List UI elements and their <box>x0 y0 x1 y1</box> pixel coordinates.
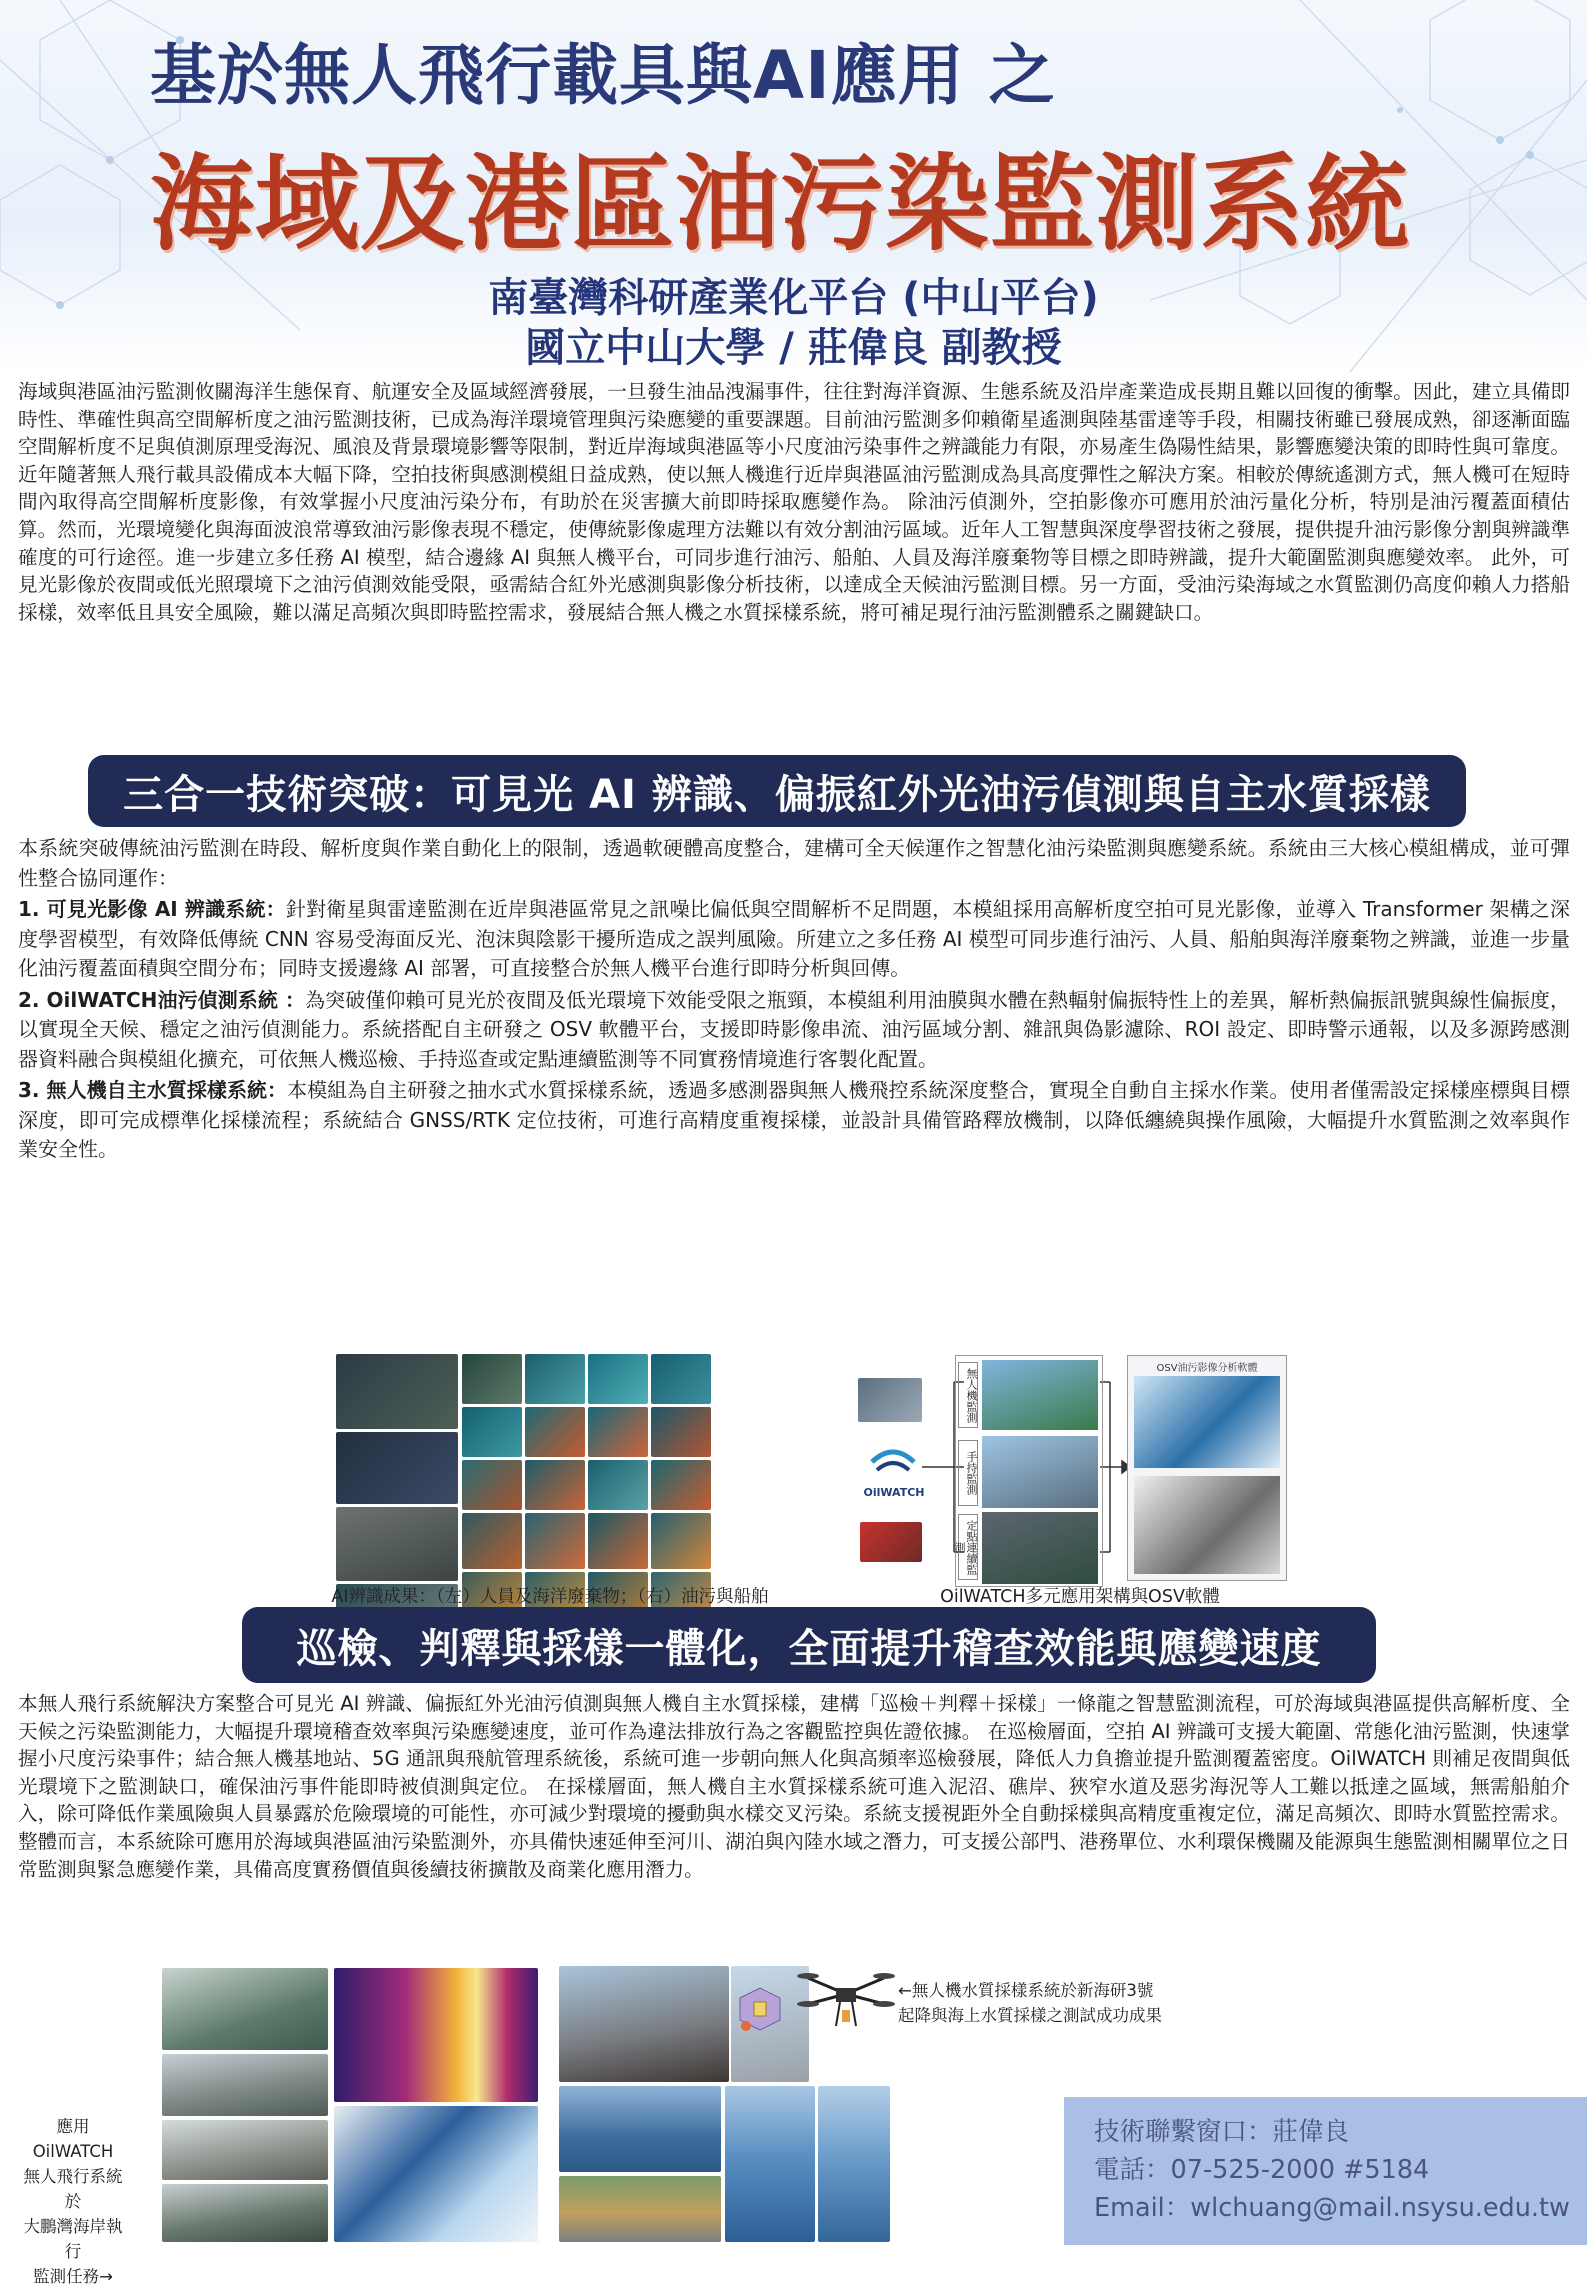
coastline-photo <box>162 2120 328 2180</box>
drone-3d-model <box>796 1960 896 2038</box>
oilwatch-figure-caption: OilWATCH多元應用架構與OSV軟體 <box>940 1587 1220 1607</box>
drone-photo <box>336 1432 458 1504</box>
section2-body: 本無人飛行系統解決方案整合可見光 AI 辨識、偏振紅外光油污偵測與無人機自主水質採樣，建構「巡檢＋判釋＋採樣」一條龍之智慧監測流程，可於海域與港區提供高解析度、全天候之污染監測能力，大幅提升環境稽查效率與污染應變速度，並可作為違法排放行為之客觀監控與佐證依據。 在巡檢層面，空拍 AI 辨識可支援大範圍、常態化油污監測，快速掌握小尺度污染事件；結合無人機基地站、5G 通訊與飛航管理系統後，系統可進一步朝向無人化與高頻率巡檢發展，降低人力負擔並提升監測覆蓋密度。OilWATCH 則補足夜間與低光環境下之監測缺口，確保油污事件能即時被偵測與定位。 在採樣層面，無人機自主水質採樣系統可進入泥沼、礁岸、狹窄水道及惡劣海況等人工難以抵達之區域，無需船舶介入，除可降低作業風險與人員暴露於危險環境的可能性，亦可減少對環境的擾動與水樣交叉污染。系統支援視距外全自動採樣與高精度重複定位，滿足高頻次、即時水質監控需求。整體而言，本系統除可應用於海域與港區油污染監測外，亦具備快速延伸至河川、湖泊與內陸水域之潛力，可支援公部門、港務單位、水利環保機關及能源與生態監測相關單位之日常監測與緊急應變作業，具備高度實務價值與後續技術擴散及商業化應用潛力。 <box>18 1692 1570 1881</box>
section1-banner: 三合一技術突破：可見光 AI 辨識、偏振紅外光油污偵測與自主水質採樣 <box>88 755 1466 827</box>
drone-photo <box>651 1513 711 1569</box>
drone-photo <box>462 1513 522 1569</box>
intro-paragraph: 海域與港區油污監測攸關海洋生態保育、航運安全及區域經濟發展，一旦發生油品洩漏事件，往往對海洋資源、生態系統及沿岸產業造成長期且難以回復的衝擊。因此，建立具備即時性、準確性與高空間解析度之油污監測技術，已成為海洋環境管理與污染應變的重要課題。目前油污監測多仰賴衛星遙測與陸基雷達等手段，相關技術雖已發展成熟，卻逐漸面臨空間解析度不足與偵測原理受海況、風浪及背景環境影響等限制，對近岸海域與港區等小尺度油污染事件之辨識能力有限，亦易產生偽陽性結果，影響應變決策的即時性與可靠度。 近年隨著無人飛行載具設備成本大幅下降，空拍技術與感測模組日益成熟，使以無人機進行近岸與港區油污監測成為具高度彈性之解決方案。相較於傳統遙測方式，無人機可在短時間內取得高空間解析度影像，有效掌握小尺度油污染分布，有助於在災害擴大前即時採取應變作為。 除油污偵測外，空拍影像亦可應用於油污量化分析，特別是油污覆蓋面積估算。然而，光環境變化與海面波浪常導致油污影像表現不穩定，使傳統影像處理方法難以有效分割油污區域。近年人工智慧與深度學習技術之發展，提供提升油污影像分割與辨識準確度的可行途徑。進一步建立多任務 AI 模型，結合邊緣 AI 與無人機平台，可同步進行油污、船舶、人員及海洋廢棄物等目標之即時辨識，提升大範圍監測與應變效率。 此外，可見光影像於夜間或低光照環境下之油污偵測效能受限，亟需結合紅外光感測與影像分析技術，以達成全天候油污監測目標。另一方面，受油污染海域之水質監測仍高度仰賴人力搭船採樣，效率低且具安全風險，難以滿足高頻次與即時監控需求，發展結合無人機之水質採樣系統，將可補足現行油污監測體系之關鍵缺口。 <box>18 380 1570 624</box>
mode-label-fixed: 定點連續監測 <box>958 1514 978 1580</box>
sea-sampling-photo <box>559 2086 721 2172</box>
mode-label-handheld: 手持監測 <box>958 1440 978 1506</box>
drone-photo <box>588 1407 648 1457</box>
drone-photo <box>651 1460 711 1510</box>
oil-segmentation-screenshot <box>334 2106 538 2242</box>
module-item-3 <box>18 1076 1570 1165</box>
drone-photo <box>462 1407 522 1457</box>
contact-email[interactable]: Email：wlchuang@mail.nsysu.edu.tw <box>1094 2193 1570 2223</box>
oilwatch-logo-text: OilWATCH <box>863 1486 925 1499</box>
drone-photo <box>336 1507 458 1581</box>
contact-box <box>1064 2097 1587 2245</box>
left-note-line: 應用OilWATCH <box>32 2117 114 2161</box>
module-item-1-head: 1. 可見光影像 AI 辨識系統： <box>18 897 286 921</box>
affiliation-line-2: 國立中山大學 / 莊偉良 副教授 <box>525 325 1062 371</box>
drone-monitoring-photo <box>982 1360 1098 1430</box>
drone-photo <box>588 1354 648 1404</box>
section2-banner: 巡檢、判釋與採樣一體化，全面提升稽查效能與應變速度 <box>242 1607 1376 1683</box>
title-line-2: 海域及港區油污染監測系統 <box>150 143 1411 265</box>
hexacopter-icon <box>796 1960 896 2038</box>
osv-software-panel <box>1127 1355 1287 1581</box>
module-item-2-head: 2. OilWATCH油污偵測系統 ： <box>18 987 306 1012</box>
bottom-right-note <box>898 1978 1198 2028</box>
deployment-modes-panel <box>955 1355 1103 1587</box>
module-item-1 <box>18 895 1570 984</box>
sky-drone-photo <box>725 2086 815 2242</box>
ship-deck-photo <box>559 2176 721 2242</box>
drone-photo <box>462 1354 522 1404</box>
osv-screenshot-bottom <box>1134 1476 1280 1574</box>
drone-photo <box>525 1354 585 1404</box>
drone-photo <box>525 1460 585 1510</box>
module-item-1-body: 針對衛星與雷達監測在近岸與港區常見之訊噪比偏低與空間解析不足問題，本模組採用高解析度空拍可見光影像，並導入 Transformer 架構之深度學習模型，有效降低傳統 CNN 容易受海面反光、泡沫與陰影干擾所造成之誤判風險。所建立之多任務 AI 模型可同步進行油污、人員、船舶與海洋廢棄物之辨識，並進一步量化油污覆蓋面積與空間分布；同時支援邊緣 AI 部署，可直接整合於無人機平台進行即時分析與回傳。 <box>18 897 1570 980</box>
mode-label-drone: 無人機監測 <box>958 1362 978 1428</box>
coastline-aerial-photo <box>162 2184 328 2242</box>
team-photo <box>559 1966 729 2082</box>
drone-on-beach-photo <box>162 2054 328 2116</box>
sea-drone-photo <box>818 2086 890 2242</box>
module-item-2-body: 為突破僅仰賴可見光於夜間及低光環境下效能受限之瓶頸，本模組利用油膜與水體在熱輻射偏振特性上的差異，解析熱偏振訊號與線性偏振度，以實現全天候、穩定之油污偵測能力。系統搭配自主研發之 OSV 軟體平台，支援即時影像串流、油污區域分割、雜訊與偽影濾除、ROI 設定、即時警示通報，以及多源跨感測器資料融合與模組化擴充，可依無人機巡檢、手持巡查或定點連續監測等不同實務情境進行客製化配置。 <box>18 987 1570 1071</box>
drone-photo <box>588 1513 648 1569</box>
drone-photo <box>588 1460 648 1510</box>
handheld-device-photo <box>860 1522 922 1562</box>
left-note-line: 監測任務→ <box>33 2267 113 2286</box>
osv-screenshot-top <box>1134 1376 1280 1468</box>
bottom-left-note <box>18 2114 128 2289</box>
module-item-3-body: 本模組為自主研發之抽水式水質採樣系統，透過多感測器與無人機飛控系統深度整合，實現全自動自主採水作業。使用者僅需設定採樣座標與目標深度，即可完成標準化採樣流程；系統結合 GNSS/RTK 定位技術，可進行高精度重複採樣，並設計具備管路釋放機制，以降低纏繞與操作風險，大幅提升水質監測之效率與作業安全性。 <box>18 1078 1570 1161</box>
module-item-3-head: 3. 無人機自主水質採樣系統： <box>18 1078 288 1102</box>
drone-photo <box>525 1513 585 1569</box>
module-item-2 <box>18 986 1570 1075</box>
title-line-1: 基於無人飛行載具與AI應用 之 <box>150 37 1056 114</box>
oilwatch-logo <box>868 1440 918 1490</box>
contact-window: 技術聯繫窗口：莊偉良 <box>1094 2117 1350 2147</box>
right-note-line: 起降與海上水質採樣之測試成功成果 <box>898 2006 1162 2025</box>
section1-body <box>18 834 1570 1165</box>
drone-photo <box>525 1407 585 1457</box>
section1-lead: 本系統突破傳統油污監測在時段、解析度與作業自動化上的限制，透過軟硬體高度整合，建構可全天候運作之智慧化油污染監測與應變系統。系統由三大核心模組構成，並可彈性整合協同運作： <box>18 836 1570 890</box>
fixed-monitoring-photo <box>982 1512 1098 1584</box>
osv-software-title: OSV油污影像分析軟體 <box>1156 1363 1258 1374</box>
drone-photo <box>651 1407 711 1457</box>
thermal-oil-image <box>334 1968 538 2102</box>
left-note-line: 大鵬灣海岸執行 <box>23 2217 123 2261</box>
affiliation-line-1: 南臺灣科研產業化平台 (中山平台) <box>488 275 1099 321</box>
drone-photo <box>462 1460 522 1510</box>
handheld-monitoring-photo <box>982 1436 1098 1508</box>
right-note-line: ←無人機水質採樣系統於新海研3號 <box>898 1981 1154 2000</box>
header-banner <box>0 0 1587 372</box>
ai-figure-caption: AI辨識成果：（左）人員及海洋廢棄物；（右）油污與船舶 <box>331 1587 769 1607</box>
drone-photo <box>651 1354 711 1404</box>
drone-device-photo <box>858 1378 922 1422</box>
sampler-model-icon <box>730 1980 790 2036</box>
drone-photo <box>336 1354 458 1429</box>
coast-map-screenshot <box>162 1968 328 2050</box>
left-note-line: 無人飛行系統於 <box>23 2167 123 2211</box>
sampler-3d-model <box>730 1980 790 2036</box>
oilwatch-logo-icon <box>868 1440 918 1490</box>
contact-phone[interactable]: 電話：07-525-2000 #5184 <box>1094 2155 1430 2185</box>
